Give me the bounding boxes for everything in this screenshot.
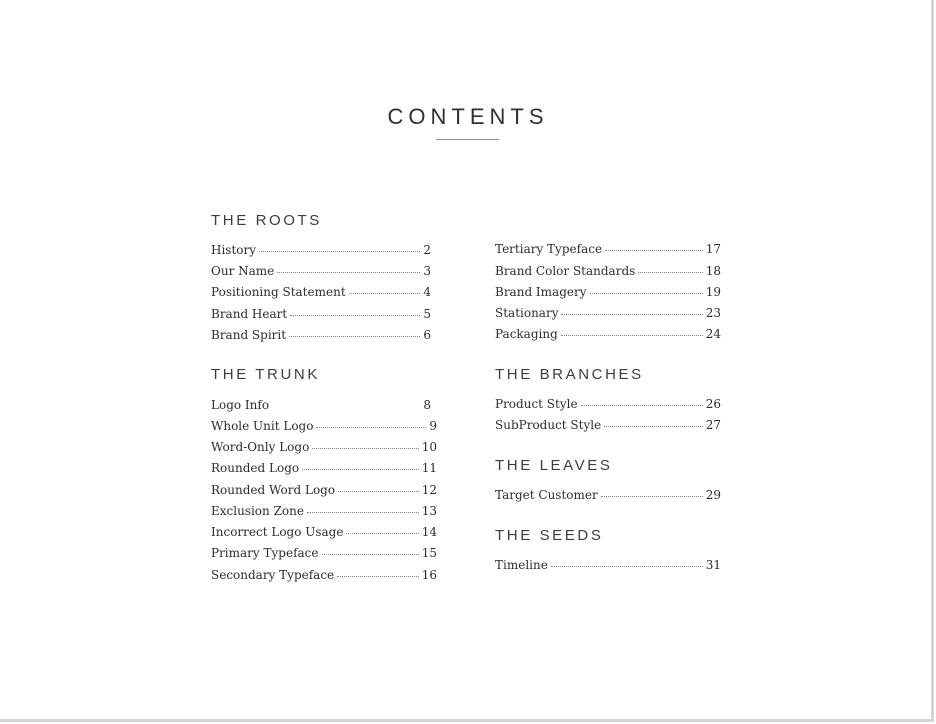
toc-entry-label: History	[211, 243, 257, 257]
dot-leader	[638, 272, 702, 273]
dot-leader	[605, 250, 703, 251]
toc-entry-label: Primary Typeface	[211, 546, 319, 560]
toc-entry-label: Exclusion Zone	[211, 504, 304, 518]
dot-leader	[601, 496, 703, 497]
toc-entry-label: Rounded Word Logo	[211, 483, 336, 497]
dot-leader	[302, 469, 419, 470]
toc-entry-primary-typeface[interactable]	[211, 546, 437, 560]
dot-leader	[561, 314, 702, 315]
dot-leader	[259, 251, 420, 252]
dot-leader	[338, 491, 419, 492]
toc-entry-page: 3	[423, 264, 431, 278]
toc-entry-page: 9	[429, 419, 437, 433]
dot-leader	[337, 576, 419, 577]
toc-entry-rounded-logo[interactable]	[211, 461, 437, 475]
toc-entry-packaging[interactable]	[495, 327, 721, 341]
toc-entry-label: Brand Color Standards	[495, 264, 636, 278]
toc-entry-page: 29	[705, 488, 721, 502]
toc-entry-logo-info[interactable]	[211, 398, 431, 412]
toc-entry-label: Tertiary Typeface	[495, 242, 603, 256]
toc-entry-our-name[interactable]	[211, 264, 431, 278]
toc-entry-tertiary-typeface[interactable]	[495, 242, 721, 256]
dot-leader	[277, 272, 420, 273]
dot-leader	[322, 554, 419, 555]
toc-entry-whole-unit-logo[interactable]	[211, 419, 437, 433]
section-title-leaves: THE LEAVES	[495, 457, 613, 474]
toc-entry-page: 11	[421, 461, 437, 475]
toc-entry-page: 13	[421, 504, 437, 518]
dot-leader	[316, 427, 426, 428]
title-underline	[436, 139, 499, 140]
toc-entry-page: 10	[421, 440, 437, 454]
toc-entry-label: Stationary	[495, 306, 559, 320]
toc-entry-page: 19	[705, 285, 721, 299]
toc-entry-timeline[interactable]	[495, 558, 721, 572]
toc-entry-label: Rounded Logo	[211, 461, 300, 475]
toc-entry-incorrect-logo-usage[interactable]	[211, 525, 437, 539]
section-title-seeds: THE SEEDS	[495, 527, 604, 544]
toc-entry-brand-imagery[interactable]	[495, 285, 721, 299]
dot-leader	[346, 533, 418, 534]
toc-entry-page: 15	[421, 546, 437, 560]
toc-entry-page: 14	[421, 525, 437, 539]
toc-entry-product-style[interactable]	[495, 397, 721, 411]
dot-leader	[290, 315, 420, 316]
toc-entry-label: Positioning Statement	[211, 285, 346, 299]
toc-entry-page: 6	[423, 328, 431, 342]
toc-entry-label: Secondary Typeface	[211, 568, 335, 582]
section-title-trunk: THE TRUNK	[211, 366, 320, 383]
toc-entry-brand-color-standards[interactable]	[495, 264, 721, 278]
section-title-branches: THE BRANCHES	[495, 366, 644, 383]
dot-leader	[349, 293, 421, 294]
toc-entry-label: Brand Heart	[211, 307, 288, 321]
dot-leader	[581, 405, 703, 406]
toc-entry-brand-heart[interactable]	[211, 307, 431, 321]
toc-entry-label: Logo Info	[211, 398, 270, 412]
toc-entry-target-customer[interactable]	[495, 488, 721, 502]
page-title: CONTENTS	[387, 104, 549, 129]
toc-entry-page: 16	[421, 568, 437, 582]
toc-entry-secondary-typeface[interactable]	[211, 568, 437, 582]
toc-entry-page: 4	[423, 285, 431, 299]
toc-entry-label: Product Style	[495, 397, 578, 411]
dot-leader	[312, 448, 418, 449]
toc-entry-label: Timeline	[495, 558, 548, 572]
dot-leader	[551, 566, 703, 567]
dot-leader	[289, 336, 420, 337]
dot-leader	[604, 426, 703, 427]
toc-entry-page: 2	[423, 243, 431, 257]
toc-entry-page: 18	[705, 264, 721, 278]
toc-entry-page: 5	[423, 307, 431, 321]
toc-entry-page: 12	[421, 483, 437, 497]
section-title-roots: THE ROOTS	[211, 212, 322, 229]
toc-entry-rounded-word-logo[interactable]	[211, 483, 437, 497]
toc-entry-subproduct-style[interactable]	[495, 418, 721, 432]
toc-entry-label: Packaging	[495, 327, 558, 341]
toc-entry-positioning-statement[interactable]	[211, 285, 431, 299]
toc-entry-word-only-logo[interactable]	[211, 440, 437, 454]
toc-entry-page: 23	[705, 306, 721, 320]
toc-entry-stationary[interactable]	[495, 306, 721, 320]
toc-entry-page: 24	[705, 327, 721, 341]
toc-entry-label: Word-Only Logo	[211, 440, 310, 454]
toc-entry-page: 26	[705, 397, 721, 411]
toc-entry-label: Brand Spirit	[211, 328, 287, 342]
toc-entry-label: Whole Unit Logo	[211, 419, 314, 433]
toc-entry-brand-spirit[interactable]	[211, 328, 431, 342]
toc-entry-page: 8	[423, 398, 431, 412]
dot-leader	[307, 512, 419, 513]
toc-entry-page: 31	[705, 558, 721, 572]
toc-entry-exclusion-zone[interactable]	[211, 504, 437, 518]
dot-leader	[590, 293, 703, 294]
toc-entry-label: Target Customer	[495, 488, 598, 502]
toc-entry-label: Brand Imagery	[495, 285, 587, 299]
toc-entry-label: Incorrect Logo Usage	[211, 525, 344, 539]
dot-leader	[561, 335, 703, 336]
toc-entry-label: SubProduct Style	[495, 418, 602, 432]
toc-entry-label: Our Name	[211, 264, 275, 278]
toc-entry-page: 17	[705, 242, 721, 256]
toc-entry-page: 27	[705, 418, 721, 432]
toc-entry-history[interactable]	[211, 243, 431, 257]
